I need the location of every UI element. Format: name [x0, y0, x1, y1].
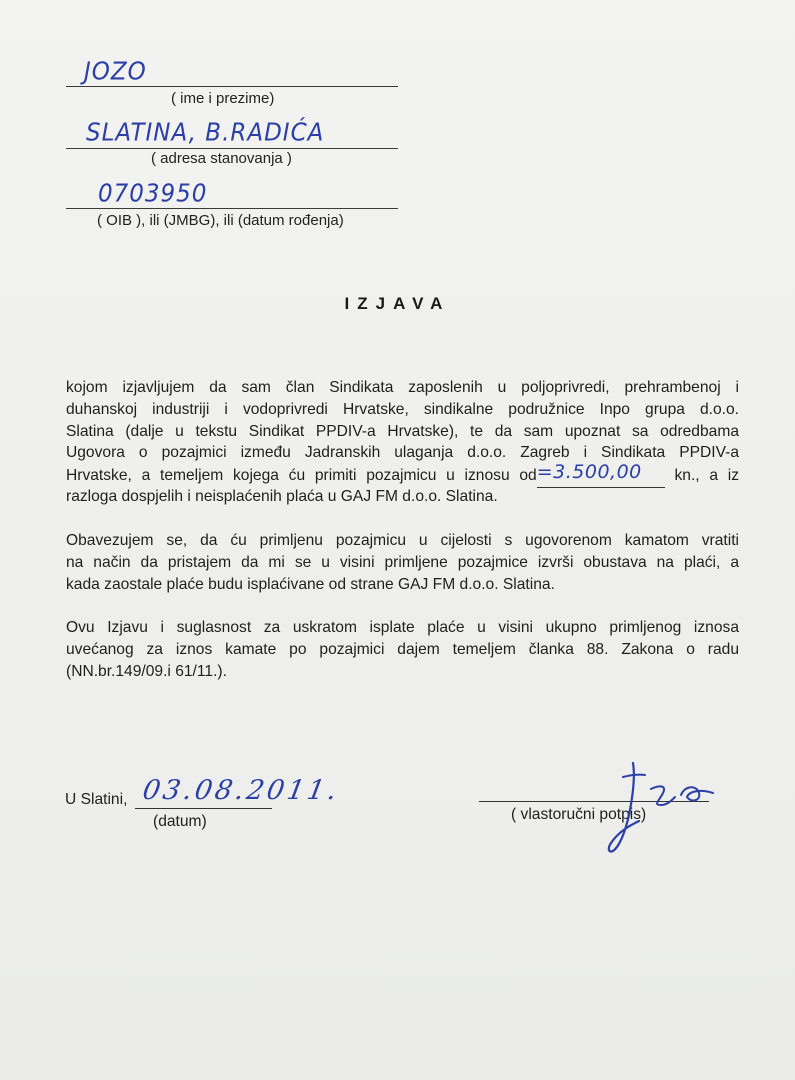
place-label: U Slatini,	[65, 791, 128, 808]
id-handwritten-value: 0703950	[98, 179, 208, 208]
paragraph-3	[66, 617, 739, 682]
id-caption: ( OIB ), ili (JMBG), ili (datum rođenja)	[97, 212, 344, 229]
paragraph-1-line-2: duhanskoj industriji i vodoprivredi Hrvatske, sindikalne podružnice Inpo grupa d.o.o.	[66, 400, 739, 418]
id-rule	[66, 208, 398, 209]
loan-sentence-end: kn., a iz	[674, 467, 740, 485]
paragraph-1-line-3: Slatina (dalje u tekstu Sindikat PPDIV-a Hrvatske), te da sam upoznat sa odredbama	[66, 422, 739, 440]
address-handwritten-value: SLATINA, B.RADIĆA	[86, 118, 325, 147]
paragraph-3-line-2: uvećanog za iznos kamate po pozajmici dajem temeljem članka 88. Zakona o radu	[66, 640, 739, 658]
paragraph-3-line-3: (NN.br.149/09.i 61/11.).	[66, 662, 227, 680]
loan-amount-handwritten: =3.500,00	[536, 461, 642, 484]
name-handwritten-value: JOZO	[84, 57, 147, 86]
paragraph-2-line-1: Obavezujem se, da ću primljenu pozajmicu u cijelosti s ugovorenom kamatom vratiti	[66, 532, 739, 549]
paragraph-2	[66, 530, 739, 595]
paragraph-3-line-1: Ovu Izjavu i suglasnost za uskratom isplate plaće u visini ukupno primljenog iznosa	[66, 619, 739, 636]
address-caption: ( adresa stanovanja )	[151, 150, 292, 167]
document-title: IZJAVA	[344, 294, 451, 313]
paragraph-2-line-2: na način da pristajem da mi se u visini primljene pozajmice izvrši obustava na plaći, a	[66, 553, 739, 571]
paragraph-1-line-5	[66, 461, 740, 486]
date-rule	[135, 808, 272, 809]
signature-caption: ( vlastoručni potpis)	[511, 806, 647, 823]
handwritten-signature	[605, 755, 730, 865]
paragraph-1-line-1: kojom izjavljujem da sam član Sindikata zaposlenih u poljoprivredi, prehrambenoj i	[66, 379, 739, 396]
name-caption: ( ime i prezime)	[171, 90, 275, 107]
loan-amount-field	[536, 461, 665, 488]
paragraph-2-line-3: kada zaostale plaće budu isplaćivane od strane GAJ FM d.o.o. Slatina.	[66, 575, 555, 593]
date-handwritten-value: 03.08.2011.	[140, 775, 342, 806]
paragraph-1-line-6: razloga dospjelih i neisplaćenih plaća u GAJ FM d.o.o. Slatina.	[66, 487, 498, 505]
address-rule	[66, 148, 398, 149]
paragraph-1	[66, 377, 739, 508]
date-caption: (datum)	[153, 813, 207, 830]
loan-sentence-start: Hrvatske, a temeljem kojega ću primiti pozajmicu u iznosu od	[66, 467, 537, 485]
paragraph-1-line-4: Ugovora o pozajmici između Jadranskih ulaganja d.o.o. Zagreb i Sindikata PPDIV-a	[66, 444, 739, 462]
name-rule	[66, 86, 398, 87]
